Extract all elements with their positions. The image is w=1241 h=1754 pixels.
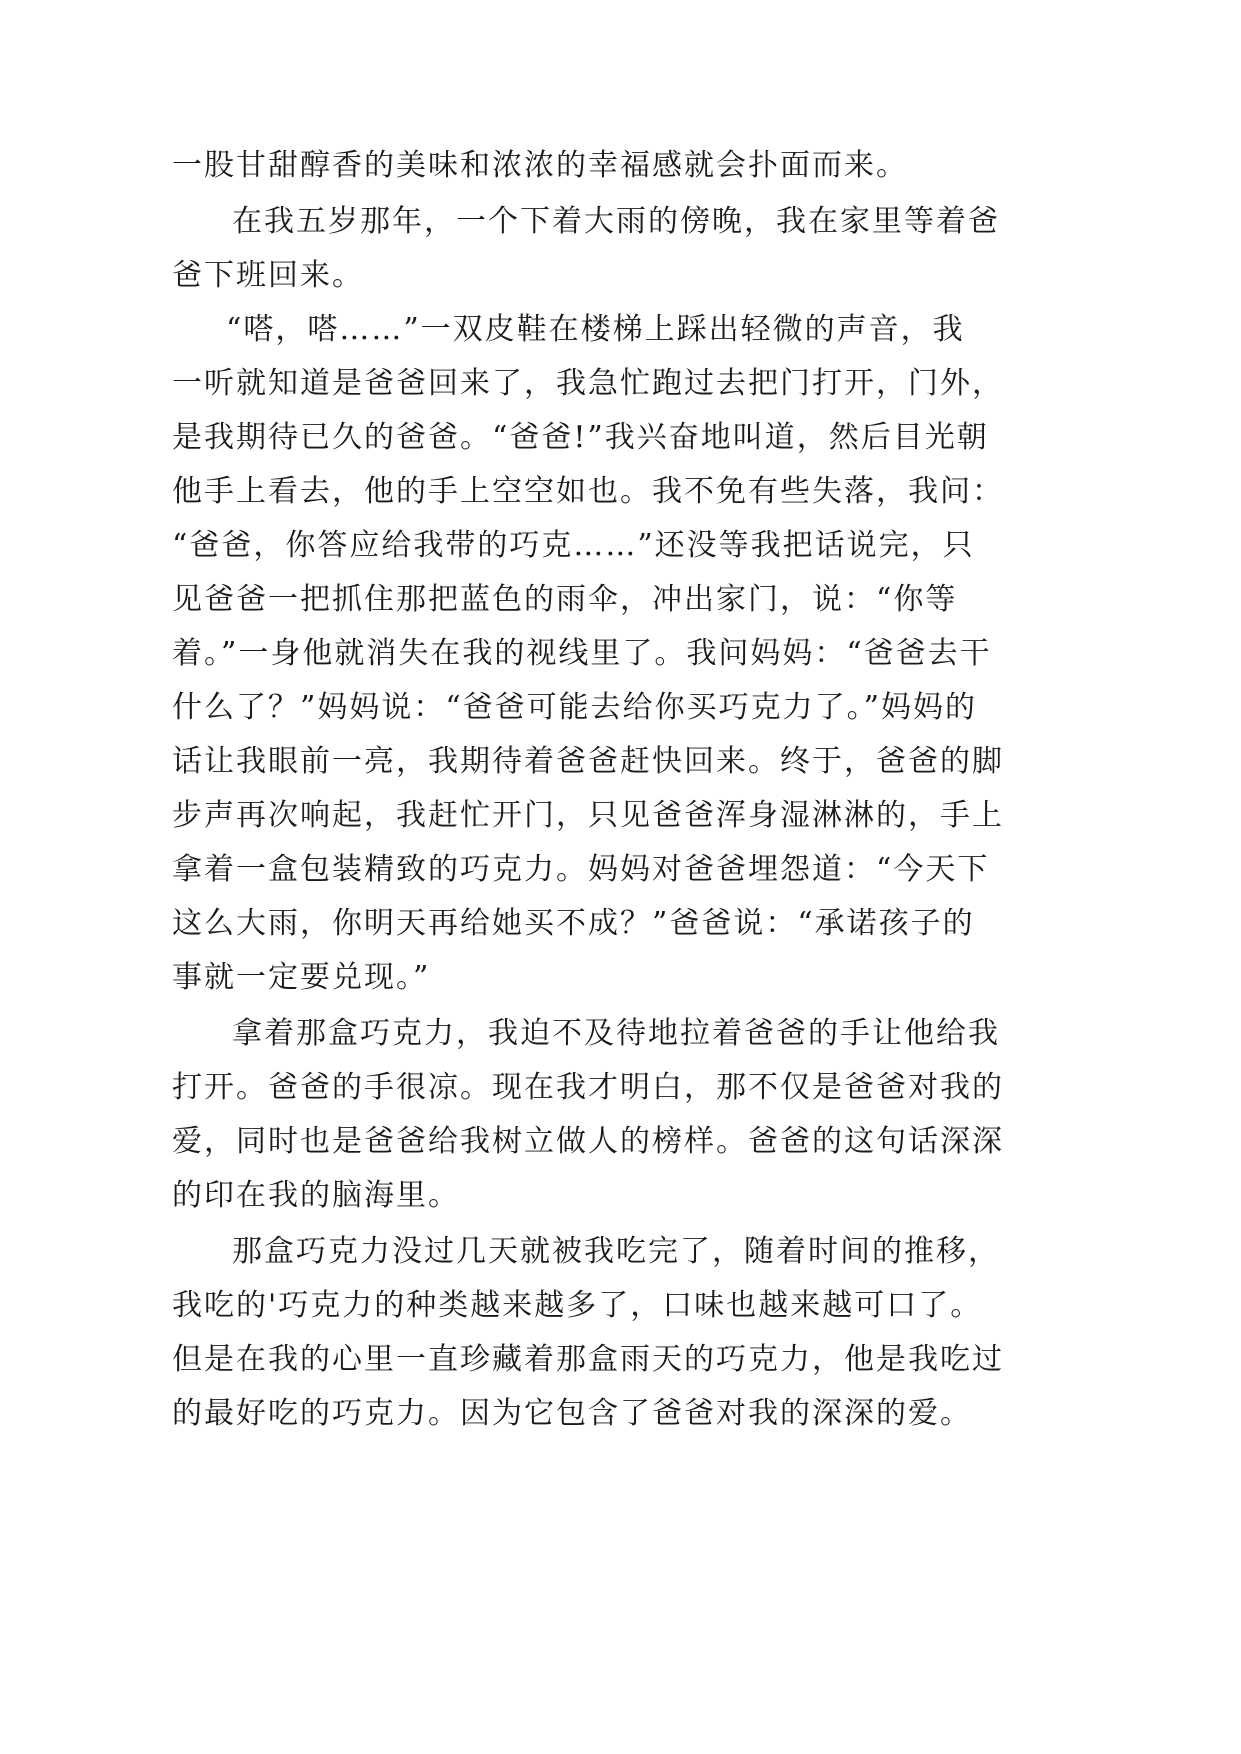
- text-line: 是我期待已久的爸爸。“爸爸!”我兴奋地叫道，然后目光朝: [172, 420, 989, 455]
- text-line: 事就一定要兑现。”: [172, 960, 431, 995]
- text-line: 一股甘甜醇香的美味和浓浓的幸福感就会扑面而来。: [172, 148, 908, 183]
- text-line: 的印在我的脑海里。: [172, 1178, 460, 1213]
- text-line: 一听就知道是爸爸回来了，我急忙跑过去把门打开，门外，: [172, 366, 1004, 401]
- text-line: 步声再次响起，我赶忙开门，只见爸爸浑身湿淋淋的，手上: [172, 798, 1004, 833]
- text-line: 爱，同时也是爸爸给我树立做人的榜样。爸爸的这句话深深: [172, 1124, 1004, 1159]
- text-line: 那盒巧克力没过几天就被我吃完了，随着时间的推移，: [232, 1234, 1000, 1269]
- text-line: 这么大雨，你明天再给她买不成？”爸爸说：“承诺孩子的: [172, 906, 975, 941]
- text-line: 在我五岁那年，一个下着大雨的傍晚，我在家里等着爸: [232, 204, 1000, 239]
- text-line: 什么了？”妈妈说：“爸爸可能去给你买巧克力了。”妈妈的: [172, 690, 978, 725]
- text-line: 话让我眼前一亮，我期待着爸爸赶快回来。终于，爸爸的脚: [172, 744, 1004, 779]
- text-line: 见爸爸一把抓住那把蓝色的雨伞，冲出家门，说：“你等: [172, 582, 958, 617]
- text-line: “嗒，嗒……”一双皮鞋在楼梯上踩出轻微的声音，我: [226, 312, 965, 347]
- text-line: 但是在我的心里一直珍藏着那盒雨天的巧克力，他是我吃过: [172, 1342, 1004, 1377]
- text-line: 拿着一盒包装精致的巧克力。妈妈对爸爸埋怨道：“今天下: [172, 852, 990, 887]
- text-line: 爸下班回来。: [172, 258, 364, 293]
- text-line: 拿着那盒巧克力，我迫不及待地拉着爸爸的手让他给我: [232, 1016, 1000, 1051]
- text-line: 我吃的'巧克力的种类越来越多了，口味也越来越可口了。: [172, 1288, 983, 1323]
- text-line: 的最好吃的巧克力。因为它包含了爸爸对我的深深的爱。: [172, 1396, 972, 1431]
- text-line: 他手上看去，他的手上空空如也。我不免有些失落，我问：: [172, 474, 1004, 509]
- text-line: 打开。爸爸的手很凉。现在我才明白，那不仅是爸爸对我的: [172, 1070, 1004, 1105]
- text-line: “爸爸，你答应给我带的巧克……”还没等我把话说完，只: [172, 528, 975, 563]
- text-line: 着。”一身他就消失在我的视线里了。我问妈妈：“爸爸去干: [172, 636, 992, 671]
